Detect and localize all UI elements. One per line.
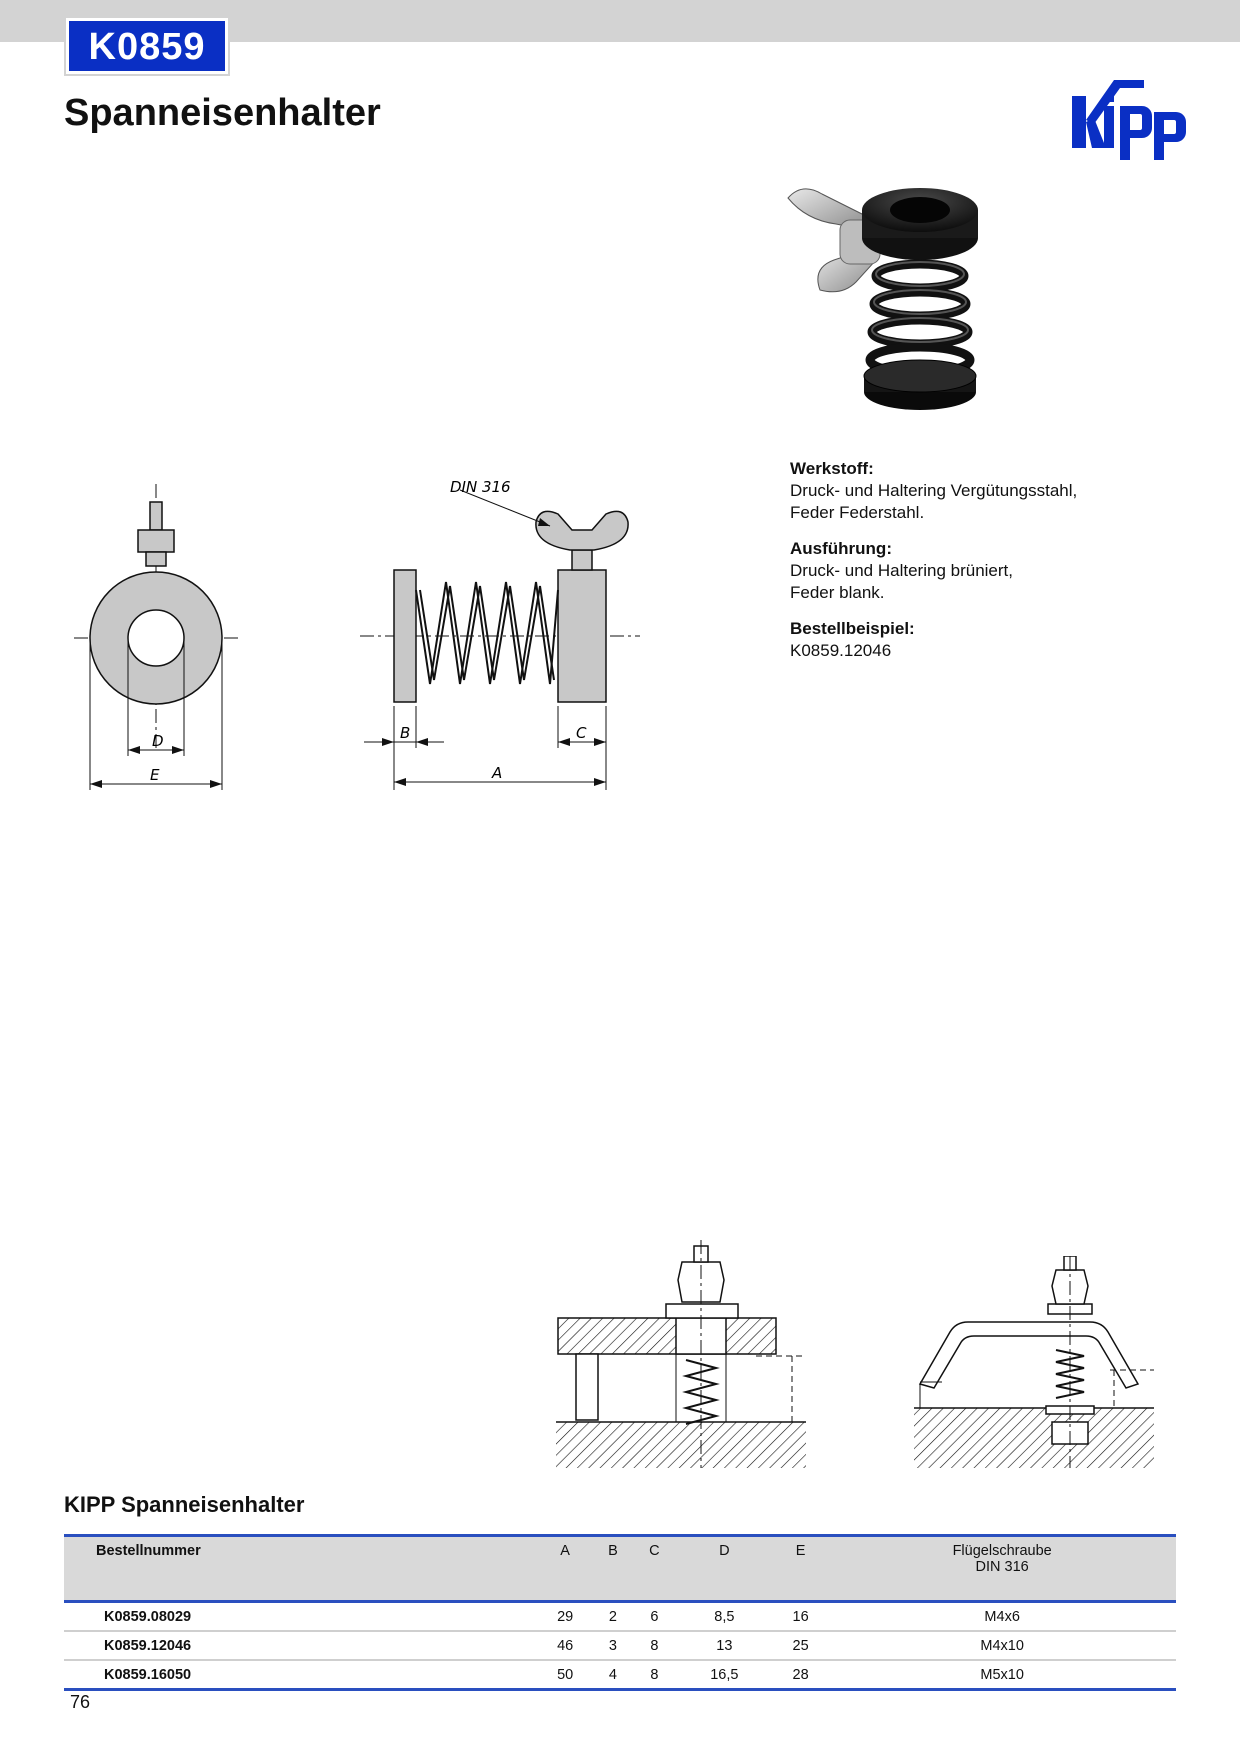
table-cell: 28 xyxy=(773,1660,828,1690)
page-number: 76 xyxy=(70,1692,91,1712)
column-header-line: DIN 316 xyxy=(975,1559,1029,1575)
column-header: Bestellnummer xyxy=(96,1543,201,1559)
product-code-badge: K0859 xyxy=(66,18,228,74)
din-label: DIN 316 xyxy=(450,478,511,496)
order-number-cell: K0859.08029 xyxy=(64,1602,537,1632)
dimension-label-c: C xyxy=(576,724,587,742)
dimension-label-a: A xyxy=(492,764,503,782)
dimension-label-d: D xyxy=(152,732,164,750)
page-title: Spanneisenhalter xyxy=(64,92,381,134)
column-header: A xyxy=(560,1543,570,1559)
column-header: B xyxy=(608,1543,618,1559)
order-number-cell: K0859.12046 xyxy=(64,1631,537,1660)
finish-line: Feder blank. xyxy=(790,583,885,602)
order-example xyxy=(790,618,1090,662)
side-view-drawing xyxy=(360,470,640,800)
product-photo xyxy=(780,180,1000,420)
finish-label: Ausführung: xyxy=(790,539,892,558)
table-cell: M5x10 xyxy=(828,1660,1176,1690)
column-header-screw xyxy=(828,1536,1176,1602)
order-number-cell: K0859.16050 xyxy=(64,1660,537,1690)
table-cell: 8 xyxy=(633,1631,676,1660)
table-cell: M4x10 xyxy=(828,1631,1176,1660)
dimensions-table xyxy=(64,1534,1176,1691)
table-cell: 8 xyxy=(633,1660,676,1690)
order-label: Bestellbeispiel: xyxy=(790,619,915,638)
table-row xyxy=(64,1660,1176,1690)
material-label: Werkstoff: xyxy=(790,459,874,478)
finish-line: Druck- und Haltering brüniert, xyxy=(790,561,1013,580)
table-cell: 16,5 xyxy=(676,1660,773,1690)
dimension-label-b: B xyxy=(400,724,411,742)
column-header-line: Flügelschraube xyxy=(952,1543,1052,1559)
application-drawing-cranked-clamp xyxy=(914,1256,1154,1470)
table-row xyxy=(64,1602,1176,1632)
kipp-logo-icon xyxy=(1070,74,1186,162)
table-cell: 25 xyxy=(773,1631,828,1660)
column-header: E xyxy=(795,1543,806,1559)
table-row xyxy=(64,1631,1176,1660)
column-header: C xyxy=(649,1543,660,1559)
table-cell: 2 xyxy=(593,1602,633,1632)
table-cell: M4x6 xyxy=(828,1602,1176,1632)
table-cell: 29 xyxy=(537,1602,592,1632)
table-cell: 3 xyxy=(593,1631,633,1660)
table-cell: 8,5 xyxy=(676,1602,773,1632)
material-spec xyxy=(790,458,1090,524)
table-cell: 4 xyxy=(593,1660,633,1690)
table-cell: 13 xyxy=(676,1631,773,1660)
table-header-row xyxy=(64,1536,1176,1602)
table-cell: 16 xyxy=(773,1602,828,1632)
table-title: KIPP Spanneisenhalter xyxy=(64,1492,305,1517)
specifications xyxy=(790,458,1090,676)
table-cell: 6 xyxy=(633,1602,676,1632)
finish-spec xyxy=(790,538,1090,604)
column-header: D xyxy=(719,1543,730,1559)
dimension-label-e: E xyxy=(150,766,160,784)
material-line: Feder Federstahl. xyxy=(790,503,925,522)
table-cell: 50 xyxy=(537,1660,592,1690)
front-view-drawing xyxy=(70,480,250,800)
application-drawing-flat-clamp xyxy=(556,1240,806,1470)
table-cell: 46 xyxy=(537,1631,592,1660)
order-value: K0859.12046 xyxy=(790,641,892,660)
material-line: Druck- und Haltering Vergütungsstahl, xyxy=(790,481,1078,500)
